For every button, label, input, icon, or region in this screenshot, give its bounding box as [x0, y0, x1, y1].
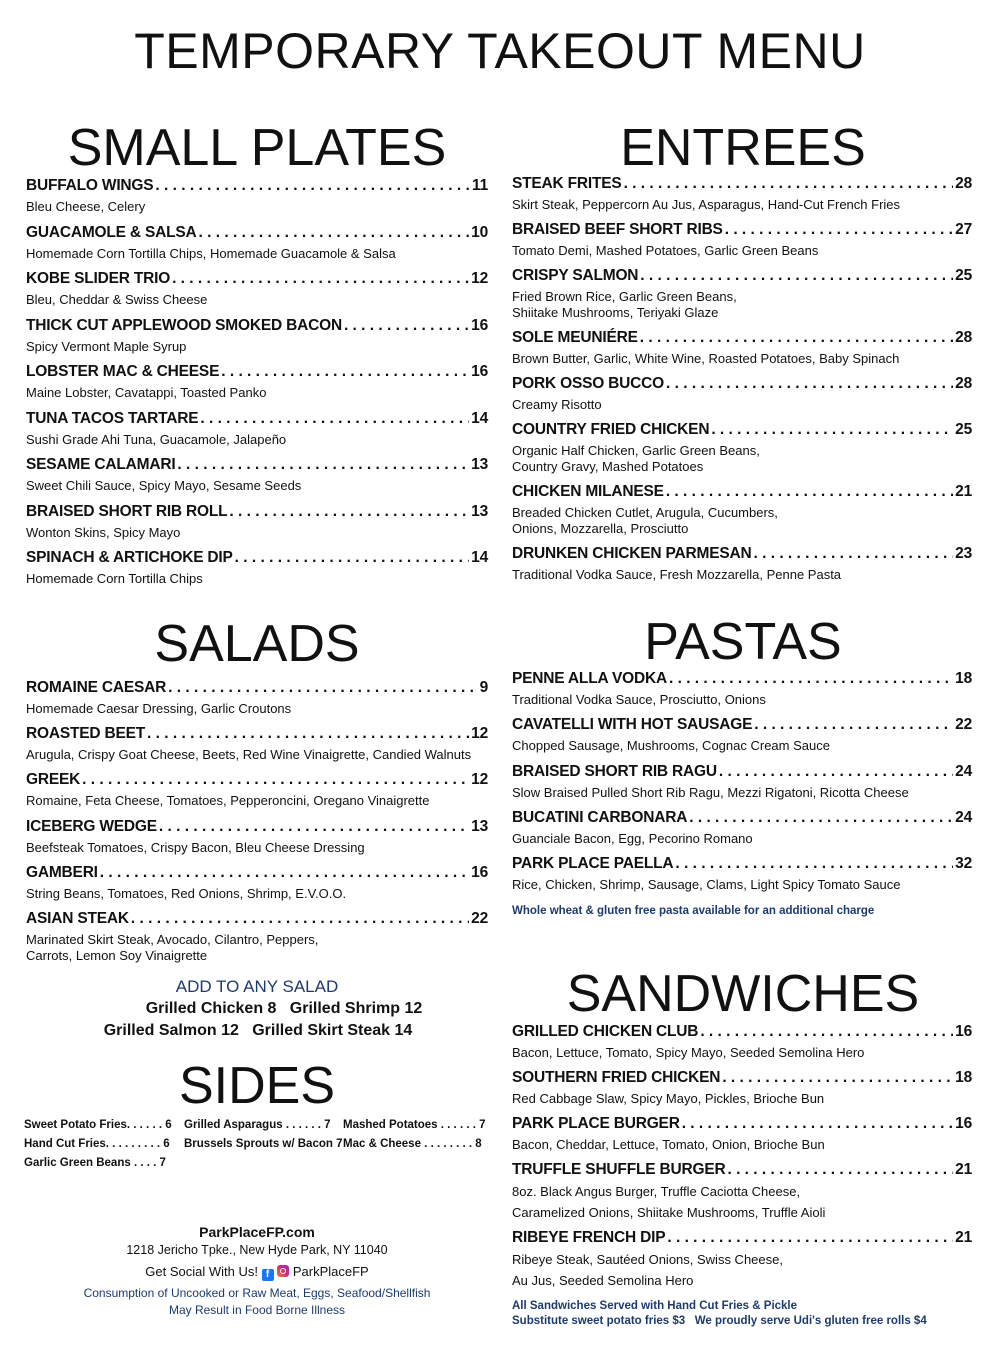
menu-item-description: Sushi Grade Ahi Tuna, Guacamole, Jalapeño — [26, 432, 287, 447]
menu-item-description: Fried Brown Rice, Garlic Green Beans, Shiitake Mushrooms, Teriyaki Glaze — [512, 289, 737, 320]
menu-item-name: BRAISED SHORT RIB ROLL — [26, 503, 228, 520]
menu-item-price: 24 — [955, 809, 972, 826]
menu-item — [26, 863, 488, 902]
pastas-heading: PASTAS — [644, 613, 842, 671]
menu-item — [512, 808, 972, 847]
menu-item-row — [26, 817, 488, 837]
menu-item — [26, 548, 488, 587]
menu-item-row — [512, 715, 972, 735]
menu-item-description: Traditional Vodka Sauce, Prosciutto, Onions — [512, 692, 766, 707]
menu-item-description: Tomato Demi, Mashed Potatoes, Garlic Green Beans — [512, 243, 819, 258]
menu-item-name: RIBEYE FRENCH DIP — [512, 1229, 666, 1246]
menu-item — [26, 223, 488, 262]
menu-item — [512, 220, 972, 259]
dot-leader — [682, 1114, 953, 1134]
menu-item-price: 24 — [955, 763, 972, 780]
menu-item-row — [512, 1068, 972, 1088]
menu-item — [26, 269, 488, 308]
menu-item-row — [512, 1114, 972, 1134]
menu-item-price: 16 — [471, 317, 488, 334]
menu-item-description: String Beans, Tomatoes, Red Onions, Shrimp, E.V.O.O. — [26, 886, 347, 901]
dot-leader — [666, 374, 953, 394]
menu-item-row — [26, 678, 488, 698]
dot-leader — [722, 1068, 953, 1088]
dot-leader — [640, 266, 953, 286]
menu-item-description: Guanciale Bacon, Egg, Pecorino Romano — [512, 831, 753, 846]
dot-leader — [147, 724, 469, 744]
social-handle: ParkPlaceFP — [292, 1264, 369, 1279]
side-item: Mac & Cheese . . . . . . . . 8 — [343, 1138, 482, 1150]
menu-item-description: Brown Butter, Garlic, White Wine, Roasted Potatoes, Baby Spinach — [512, 351, 900, 366]
dot-leader — [229, 502, 469, 522]
menu-item — [26, 817, 488, 856]
menu-item-price: 21 — [955, 1161, 972, 1178]
dot-leader — [666, 482, 953, 502]
menu-item-description: Slow Braised Pulled Short Rib Ragu, Mezzi Rigatoni, Ricotta Cheese — [512, 785, 909, 800]
menu-item-description: Ribeye Steak, Sautéed Onions, Swiss Cheese, Au Jus, Seeded Semolina Hero — [512, 1252, 783, 1288]
menu-item-name: BUCATINI CARBONARA — [512, 809, 688, 826]
menu-item — [512, 1228, 972, 1291]
menu-item-name: TUNA TACOS TARTARE — [26, 410, 199, 427]
sandwich-note-2: Substitute sweet potato fries $3 We proudly serve Udi's gluten free rolls $4 — [512, 1315, 927, 1327]
menu-item-description: Marinated Skirt Steak, Avocado, Cilantro, Peppers, Carrots, Lemon Soy Vinaigrette — [26, 932, 319, 963]
menu-item-name: PARK PLACE PAELLA — [512, 855, 674, 872]
dot-leader — [727, 1160, 953, 1180]
menu-item-description: Arugula, Crispy Goat Cheese, Beets, Red Wine Vinaigrette, Candied Walnuts — [26, 747, 472, 762]
menu-item-description: Romaine, Feta Cheese, Tomatoes, Pepperoncini, Oregano Vinaigrette — [26, 793, 430, 808]
menu-item-price: 12 — [471, 270, 488, 287]
menu-item-name: CAVATELLI WITH HOT SAUSAGE — [512, 716, 753, 733]
side-item: Hand Cut Fries. . . . . . . . . 6 — [24, 1138, 170, 1150]
side-item: Brussels Sprouts w/ Bacon 7 — [184, 1138, 343, 1150]
menu-item-price: 16 — [955, 1115, 972, 1132]
menu-item-name: ROMAINE CAESAR — [26, 679, 167, 696]
dot-leader — [754, 715, 953, 735]
menu-item-name: SPINACH & ARTICHOKE DIP — [26, 549, 233, 566]
menu-item-name: TRUFFLE SHUFFLE BURGER — [512, 1161, 726, 1178]
menu-item-price: 9 — [479, 679, 488, 696]
dot-leader — [131, 909, 469, 929]
menu-item — [26, 455, 488, 494]
menu-item-row — [512, 669, 972, 689]
menu-item-description: Beefsteak Tomatoes, Crispy Bacon, Bleu Cheese Dressing — [26, 840, 365, 855]
menu-item-price: 12 — [471, 725, 488, 742]
menu-item — [512, 174, 972, 213]
dot-leader — [719, 762, 953, 782]
menu-item-name: ICEBERG WEDGE — [26, 818, 157, 835]
facebook-icon[interactable]: f — [262, 1269, 274, 1281]
website-link[interactable]: ParkPlaceFP.com — [199, 1224, 315, 1240]
sides-heading: SIDES — [178, 1057, 336, 1115]
menu-item-row — [26, 909, 488, 929]
sides-grid — [24, 1119, 504, 1179]
menu-item-row — [512, 544, 972, 564]
salads-heading: SALADS — [154, 615, 360, 673]
dot-leader — [155, 176, 470, 196]
menu-item-price: 16 — [471, 363, 488, 380]
menu-item — [512, 1160, 972, 1223]
dot-leader — [640, 328, 953, 348]
menu-item-price: 13 — [471, 503, 488, 520]
menu-item-row — [512, 174, 972, 194]
add-to-salad-title: ADD TO ANY SALAD — [175, 977, 339, 996]
sandwich-note-1: All Sandwiches Served with Hand Cut Fries & Pickle — [512, 1300, 798, 1312]
dot-leader — [82, 770, 469, 790]
menu-item-description: Bacon, Lettuce, Tomato, Spicy Mayo, Seeded Semolina Hero — [512, 1045, 865, 1060]
menu-item-price: 13 — [471, 818, 488, 835]
menu-item-price: 28 — [955, 175, 972, 192]
menu-item — [26, 176, 488, 215]
menu-item-description: Bleu, Cheddar & Swiss Cheese — [26, 292, 208, 307]
menu-item-description: Wonton Skins, Spicy Mayo — [26, 525, 181, 540]
menu-item-description: Homemade Corn Tortilla Chips — [26, 571, 203, 586]
side-item: Garlic Green Beans . . . . 7 — [24, 1157, 166, 1169]
small-plates-heading: SMALL PLATES — [67, 119, 447, 177]
menu-item-description: Creamy Risotto — [512, 397, 602, 412]
menu-item-price: 14 — [471, 410, 488, 427]
dot-leader — [221, 362, 469, 382]
menu-item-description: Traditional Vodka Sauce, Fresh Mozzarella, Penne Pasta — [512, 567, 842, 582]
menu-item-price: 13 — [471, 456, 488, 473]
menu-item — [26, 770, 488, 809]
menu-item — [512, 669, 972, 708]
menu-item-description: 8oz. Black Angus Burger, Truffle Caciotta Cheese, Caramelized Onions, Shiitake Mushrooms, Truffle Aioli — [512, 1184, 826, 1220]
menu-item-name: GUACAMOLE & SALSA — [26, 224, 197, 241]
dot-leader — [199, 223, 470, 243]
instagram-icon[interactable] — [277, 1265, 289, 1277]
menu-item-description: Red Cabbage Slaw, Spicy Mayo, Pickles, Brioche Bun — [512, 1091, 825, 1106]
menu-item-name: GAMBERI — [26, 864, 98, 881]
menu-item-price: 25 — [955, 421, 972, 438]
menu-item-name: PENNE ALLA VODKA — [512, 670, 667, 687]
menu-item-name: SOUTHERN FRIED CHICKEN — [512, 1069, 721, 1086]
menu-item-price: 32 — [955, 855, 972, 872]
menu-item-name: PORK OSSO BUCCO — [512, 375, 665, 392]
menu-item-price: 22 — [471, 910, 488, 927]
menu-item-row — [512, 1160, 972, 1180]
menu-item-row — [512, 420, 972, 440]
dot-leader — [624, 174, 954, 194]
menu-item-description: Rice, Chicken, Shrimp, Sausage, Clams, Light Spicy Tomato Sauce — [512, 877, 901, 892]
menu-item-description: Homemade Corn Tortilla Chips, Homemade Guacamole & Salsa — [26, 246, 396, 261]
side-item: Sweet Potato Fries. . . . . . 6 — [24, 1119, 172, 1131]
menu-item — [512, 762, 972, 801]
dot-leader — [689, 808, 953, 828]
menu-item — [512, 374, 972, 413]
menu-item-row — [26, 176, 488, 196]
dot-leader — [700, 1022, 953, 1042]
menu-item-name: SESAME CALAMARI — [26, 456, 176, 473]
menu-item-row — [512, 854, 972, 874]
menu-item-price: 18 — [955, 670, 972, 687]
menu-item-price: 21 — [955, 483, 972, 500]
menu-item-price: 16 — [955, 1023, 972, 1040]
dot-leader — [675, 854, 953, 874]
menu-item-description: Breaded Chicken Cutlet, Arugula, Cucumbers, Onions, Mozzarella, Prosciutto — [512, 505, 778, 536]
menu-item-price: 11 — [472, 177, 488, 194]
menu-item-name: CRISPY SALMON — [512, 267, 639, 284]
menu-title: TEMPORARY TAKEOUT MENU — [134, 23, 866, 79]
menu-item-price: 27 — [955, 221, 972, 238]
menu-item-name: STEAK FRITES — [512, 175, 622, 192]
menu-item-row — [26, 362, 488, 382]
add-to-salad-line-1: Grilled Chicken 8 Grilled Shrimp 12 — [145, 1000, 423, 1017]
menu-item — [512, 482, 972, 537]
menu-item — [26, 909, 488, 964]
dot-leader — [667, 1228, 953, 1248]
menu-item-name: ASIAN STEAK — [26, 910, 129, 927]
menu-item-price: 16 — [471, 864, 488, 881]
menu-item-name: PARK PLACE BURGER — [512, 1115, 680, 1132]
menu-item-price: 25 — [955, 267, 972, 284]
menu-item-price: 21 — [955, 1229, 972, 1246]
menu-item-row — [26, 316, 488, 336]
menu-item-price: 28 — [955, 329, 972, 346]
menu-item — [26, 502, 488, 541]
menu-item-row — [26, 409, 488, 429]
side-item: Grilled Asparagus . . . . . . 7 — [184, 1119, 331, 1131]
menu-item — [26, 724, 488, 763]
menu-item — [26, 678, 488, 717]
menu-item — [512, 1114, 972, 1153]
menu-item-name: KOBE SLIDER TRIO — [26, 270, 171, 287]
menu-item-name: SOLE MEUNIÉRE — [512, 329, 638, 346]
menu-item-row — [512, 762, 972, 782]
dot-leader — [753, 544, 953, 564]
menu-item-row — [26, 548, 488, 568]
menu-item-price: 14 — [471, 549, 488, 566]
menu-item-row — [26, 269, 488, 289]
menu-item — [512, 1022, 972, 1061]
raw-food-warning-2: May Result in Food Borne Illness — [168, 1303, 346, 1317]
menu-item-description: Spicy Vermont Maple Syrup — [26, 339, 187, 354]
menu-item-row — [512, 1022, 972, 1042]
menu-item-name: ROASTED BEET — [26, 725, 146, 742]
menu-item — [26, 362, 488, 401]
menu-item-row — [512, 220, 972, 240]
dot-leader — [172, 269, 469, 289]
menu-item-name: BRAISED BEEF SHORT RIBS — [512, 221, 723, 238]
sandwiches-heading: SANDWICHES — [566, 965, 920, 1023]
menu-item — [512, 1068, 972, 1107]
menu-item-row — [512, 328, 972, 348]
menu-item-price: 23 — [955, 545, 972, 562]
menu-item-name: DRUNKEN CHICKEN PARMESAN — [512, 545, 752, 562]
menu-item-name: GREEK — [26, 771, 81, 788]
menu-item-row — [512, 1228, 972, 1248]
social-line — [26, 1264, 488, 1281]
dot-leader — [177, 455, 469, 475]
menu-item-description: Skirt Steak, Peppercorn Au Jus, Asparagus, Hand-Cut French Fries — [512, 197, 901, 212]
menu-item-row — [26, 502, 488, 522]
dot-leader — [669, 669, 953, 689]
menu-item-row — [512, 266, 972, 286]
menu-item-row — [26, 770, 488, 790]
menu-item-price: 12 — [471, 771, 488, 788]
side-item: Mashed Potatoes . . . . . . 7 — [343, 1119, 486, 1131]
menu-item-description: Bleu Cheese, Celery — [26, 199, 146, 214]
menu-item-row — [512, 374, 972, 394]
menu-item — [512, 715, 972, 754]
dot-leader — [159, 817, 469, 837]
menu-item — [512, 420, 972, 475]
add-to-salad-line-2: Grilled Salmon 12 Grilled Skirt Steak 14 — [103, 1022, 413, 1039]
menu-item — [512, 328, 972, 367]
menu-item-description: Maine Lobster, Cavatappi, Toasted Panko — [26, 385, 267, 400]
social-prefix: Get Social With Us! — [145, 1264, 258, 1279]
pasta-note: Whole wheat & gluten free pasta available for an additional charge — [512, 905, 875, 917]
menu-item-description: Bacon, Cheddar, Lettuce, Tomato, Onion, Brioche Bun — [512, 1137, 825, 1152]
entrees-heading: ENTREES — [620, 119, 866, 177]
menu-item-row — [512, 808, 972, 828]
menu-item-row — [26, 724, 488, 744]
menu-item-name: LOBSTER MAC & CHEESE — [26, 363, 220, 380]
menu-item-name: COUNTRY FRIED CHICKEN — [512, 421, 710, 438]
dot-leader — [235, 548, 469, 568]
menu-item-name: BUFFALO WINGS — [26, 177, 154, 194]
menu-item-description: Chopped Sausage, Mushrooms, Cognac Cream Sauce — [512, 738, 830, 753]
dot-leader — [100, 863, 469, 883]
menu-item-name: GRILLED CHICKEN CLUB — [512, 1023, 699, 1040]
menu-item-price: 18 — [955, 1069, 972, 1086]
address: 1218 Jericho Tpke., New Hyde Park, NY 11040 — [126, 1243, 388, 1257]
menu-item — [512, 544, 972, 583]
dot-leader — [344, 316, 469, 336]
menu-item-description: Organic Half Chicken, Garlic Green Beans, Country Gravy, Mashed Potatoes — [512, 443, 760, 474]
menu-item — [26, 409, 488, 448]
menu-item-row — [26, 223, 488, 243]
menu-item-name: THICK CUT APPLEWOOD SMOKED BACON — [26, 317, 342, 334]
menu-item-description: Homemade Caesar Dressing, Garlic Croutons — [26, 701, 292, 716]
menu-item-price: 22 — [955, 716, 972, 733]
menu-item-description: Sweet Chili Sauce, Spicy Mayo, Sesame Seeds — [26, 478, 302, 493]
dot-leader — [711, 420, 953, 440]
menu-item-price: 10 — [471, 224, 488, 241]
menu-item — [512, 854, 972, 893]
menu-item-row — [26, 455, 488, 475]
dot-leader — [725, 220, 953, 240]
menu-item-name: BRAISED SHORT RIB RAGU — [512, 763, 717, 780]
menu-item-price: 28 — [955, 375, 972, 392]
raw-food-warning-1: Consumption of Uncooked or Raw Meat, Eggs, Seafood/Shellfish — [83, 1286, 431, 1300]
menu-item — [26, 316, 488, 355]
menu-item-name: CHICKEN MILANESE — [512, 483, 664, 500]
dot-leader — [200, 409, 469, 429]
menu-item — [512, 266, 972, 321]
menu-item-row — [26, 863, 488, 883]
menu-item-row — [512, 482, 972, 502]
dot-leader — [168, 678, 477, 698]
